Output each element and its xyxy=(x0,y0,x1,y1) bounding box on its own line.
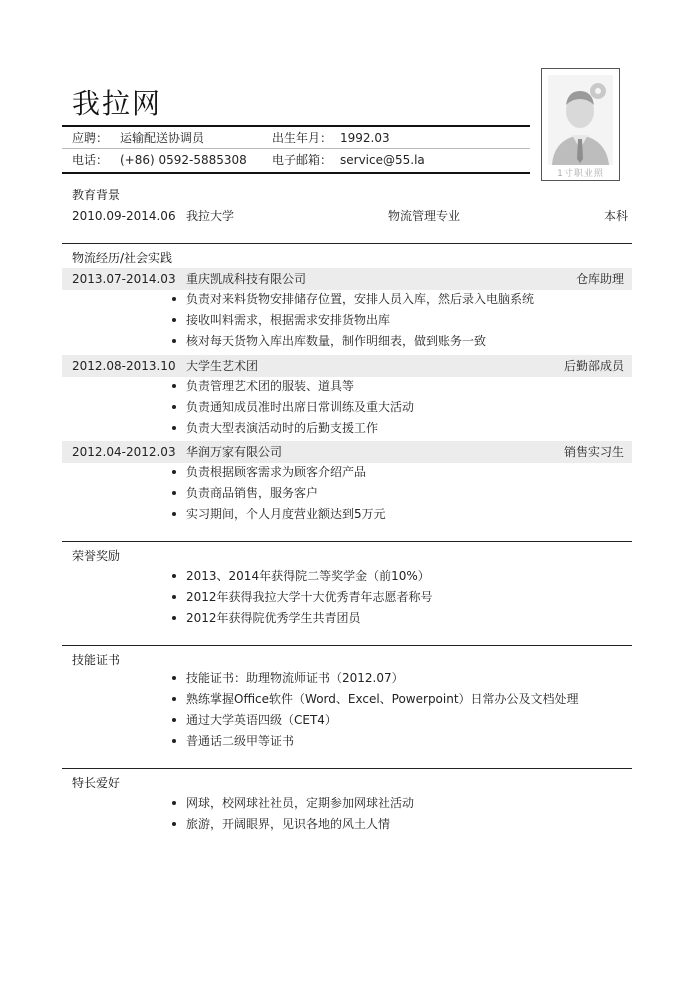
list-item xyxy=(172,397,414,418)
bullet-dot xyxy=(172,470,176,474)
bullet-dot xyxy=(172,512,176,516)
bullet-text: 普通话二级甲等证书 xyxy=(186,734,295,748)
bullet-text: 2012年获得我拉大学十大优秀青年志愿者称号 xyxy=(186,590,433,604)
job-header xyxy=(62,355,632,377)
bullet-text: 通过大学英语四级（CET4） xyxy=(186,713,337,727)
info-row-job xyxy=(72,129,532,147)
skills-bullets xyxy=(172,668,579,752)
phone-label: 电话： xyxy=(72,153,109,167)
bullet-text: 负责对来料货物安排储存位置，安排人员入库，然后录入电脑系统 xyxy=(186,292,535,306)
list-item xyxy=(172,462,386,483)
bullet-dot xyxy=(172,739,176,743)
section-divider xyxy=(62,243,632,244)
section-divider xyxy=(62,768,632,769)
job-bullets xyxy=(172,462,386,525)
bullet-text: 2013、2014年获得院二等奖学金（前10%） xyxy=(186,569,430,583)
list-item xyxy=(172,504,386,525)
list-item xyxy=(172,793,414,814)
bullet-dot xyxy=(172,339,176,343)
bullet-text: 2012年获得院优秀学生共青团员 xyxy=(186,611,361,625)
list-item xyxy=(172,310,534,331)
job-bullets xyxy=(172,376,414,439)
list-item xyxy=(172,731,579,752)
bullet-text: 负责根据顾客需求为顾客介绍产品 xyxy=(186,465,367,479)
job-organization: 华润万家有限公司 xyxy=(186,445,283,459)
bullet-dot xyxy=(172,574,176,578)
job-date: 2012.08-2013.10 xyxy=(72,359,176,373)
education-degree: 本科 xyxy=(603,209,628,223)
education-row xyxy=(72,207,628,225)
bullet-text: 网球，校网球社社员，定期参加网球社活动 xyxy=(186,796,415,810)
list-item xyxy=(172,376,414,397)
bullet-dot xyxy=(172,426,176,430)
bullet-text: 技能证书：助理物流师证书（2012.07） xyxy=(186,671,404,685)
bullet-dot xyxy=(172,405,176,409)
list-item xyxy=(172,566,433,587)
bullet-text: 熟练掌握Office软件（Word、Excel、Powerpoint）日常办公及文档处理 xyxy=(186,692,579,706)
bullet-dot xyxy=(172,384,176,388)
job-organization: 大学生艺术团 xyxy=(186,359,259,373)
phone-value: (+86) 0592-5885308 xyxy=(120,153,247,167)
profile-photo xyxy=(541,68,620,181)
hobbies-section-title: 特长爱好 xyxy=(72,776,121,790)
bullet-dot xyxy=(172,697,176,701)
bullet-text: 旅游，开阔眼界，见识各地的风土人情 xyxy=(186,817,391,831)
bullet-text: 接收叫料需求，根据需求安排货物出库 xyxy=(186,313,391,327)
job-role: 仓库助理 xyxy=(575,272,624,286)
education-section-title: 教育背景 xyxy=(72,188,121,202)
skills-section-title: 技能证书 xyxy=(72,653,121,667)
job-bullets xyxy=(172,289,534,352)
list-item xyxy=(172,689,579,710)
header-top-rule xyxy=(62,125,530,127)
hobbies-bullets xyxy=(172,793,414,835)
bullet-text: 负责商品销售，服务客户 xyxy=(186,486,319,500)
education-date: 2010.09-2014.06 xyxy=(72,209,176,223)
job-date: 2012.04-2012.03 xyxy=(72,445,176,459)
bullet-dot xyxy=(172,801,176,805)
applied-position-value: 运输配送协调员 xyxy=(120,131,205,145)
info-row-contact xyxy=(72,151,532,169)
list-item xyxy=(172,331,534,352)
list-item xyxy=(172,668,579,689)
applied-position-label: 应聘： xyxy=(72,131,109,145)
section-divider xyxy=(62,541,632,542)
bullet-dot xyxy=(172,297,176,301)
section-divider xyxy=(62,645,632,646)
header-mid-rule xyxy=(62,148,530,149)
honors-section-title: 荣誉奖励 xyxy=(72,549,121,563)
list-item xyxy=(172,587,433,608)
photo-caption: 1寸职业照 xyxy=(557,169,604,179)
bullet-dot xyxy=(172,491,176,495)
bullet-dot xyxy=(172,595,176,599)
list-item xyxy=(172,418,414,439)
list-item xyxy=(172,483,386,504)
experience-section-title: 物流经历/社会实践 xyxy=(72,251,173,265)
bullet-dot xyxy=(172,616,176,620)
bullet-dot xyxy=(172,676,176,680)
list-item xyxy=(172,814,414,835)
honors-bullets xyxy=(172,566,433,629)
bullet-text: 负责通知成员准时出席日常训练及重大活动 xyxy=(186,400,415,414)
birth-date-label: 出生年月： xyxy=(272,131,333,145)
job-header xyxy=(62,441,632,463)
person-silhouette-icon xyxy=(542,69,619,180)
job-role: 后勤部成员 xyxy=(563,359,624,373)
bullet-text: 实习期间，个人月度营业额达到5万元 xyxy=(186,507,386,521)
job-header xyxy=(62,268,632,290)
job-date: 2013.07-2014.03 xyxy=(72,272,176,286)
bullet-text: 核对每天货物入库出库数量，制作明细表，做到账务一致 xyxy=(186,334,487,348)
bullet-dot xyxy=(172,822,176,826)
list-item xyxy=(172,608,433,629)
bullet-text: 负责管理艺术团的服装、道具等 xyxy=(186,379,355,393)
list-item xyxy=(172,289,534,310)
job-organization: 重庆凯成科技有限公司 xyxy=(186,272,307,286)
resume-name: 我拉网 xyxy=(72,87,163,120)
bullet-text: 负责大型表演活动时的后勤支援工作 xyxy=(186,421,379,435)
list-item xyxy=(172,710,579,731)
job-role: 销售实习生 xyxy=(563,445,624,459)
education-major: 物流管理专业 xyxy=(388,209,461,223)
education-school: 我拉大学 xyxy=(186,209,235,223)
birth-date-value: 1992.03 xyxy=(340,131,390,145)
bullet-dot xyxy=(172,718,176,722)
bullet-dot xyxy=(172,318,176,322)
email-label: 电子邮箱： xyxy=(272,153,333,167)
header-bottom-rule xyxy=(62,172,530,174)
email-value: service@55.la xyxy=(340,153,425,167)
